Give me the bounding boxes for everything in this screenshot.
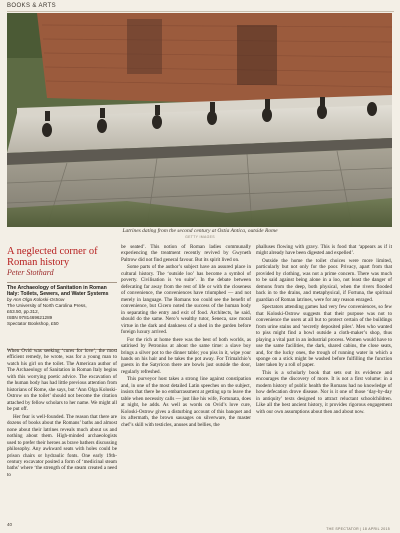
body-column-3 bbox=[256, 244, 392, 416]
page-number: 40 bbox=[7, 522, 13, 527]
footer-issue-line: THE SPECTATOR | 18 APRIL 2015 bbox=[326, 527, 390, 531]
paragraph: This is a scholarly book that sets out its evidence and encourages the discovery of more. It is not a first volume: in a modern history of public health the Romans had no knowledge of how defecation drove disease. Nor is it one of those ‘day-by-day in antiquity’ texts designed to attract reluctant schoolchildren. Like all the best ancient history, it provides rigorous engagement with our own assumptions about then and about now. bbox=[256, 369, 392, 415]
body-column-1 bbox=[7, 348, 117, 479]
book-title: The Archaeology of Sanitation in Roman Italy: Toilets, Sewers, and Water Systems bbox=[7, 285, 109, 298]
paragraph: For the rich at home there was the best of both worlds, as satirised by Petronius at about the same time: a slave boy brings a silver pot to the dinner table; you piss in it, wipe your hands on his hair and he takes the pot away. For Trimalchio’s guests in the Satyricon there are bowls just outside the door, regularly refreshed. bbox=[121, 336, 251, 375]
article-byline: Peter Stothard bbox=[7, 268, 54, 277]
article-title: A neglected corner of Roman history bbox=[7, 246, 98, 269]
paragraph: This purveyor host takes a strong line against constipation and, in one of the most detailed Latin speeches on the subject, insists that there be no embarrassment at getting up to leave the table when necessity calls — just like his wife, Fortunata, does at night, he adds. As well as words on Ovid’s love cure, Koloski-Ostrow gives a disturbing account of this banquet and its aftermath, the brown sausages on silverware, the master chef’s skill with testicles, anuses and bellies, the bbox=[121, 376, 251, 428]
book-price-pages: £63.50, pp.312, bbox=[7, 309, 39, 315]
book-author: by Ann Olga Koloski-Ostrow bbox=[7, 297, 65, 303]
photo-caption: Latrines dating from the second century at Ostia Antica, outside Rome bbox=[122, 228, 278, 234]
paragraph: be seated’. This notion of Roman ladies communally experiencing the treatment recently revived by Gwyneth Paltrow did not find general favour. But its spirit lived on. bbox=[121, 244, 251, 263]
ruins-illustration bbox=[7, 13, 392, 227]
paragraph: Her fear is well-founded. The reason that there are dozens of books about the Romans’ baths and almost none about their latrines reveals much about us and nothing about them. High-minded archaeologists used to prefer their heroes as brave bathers discussing philosophy. Any awkward seats with holes could be prison chairs or hydraulic fonts. One early 19th-century excavator posited a form of ‘medicinal steam baths’ where ‘the strength of the steam created a need to bbox=[7, 413, 117, 478]
book-info-box bbox=[7, 282, 117, 350]
photo-credit: GETTY IMAGES bbox=[185, 235, 215, 239]
body-column-2 bbox=[121, 244, 251, 429]
book-isbn: ISBN 9781469621289 bbox=[7, 314, 53, 320]
paragraph: Some parts of the author’s subject have an assured place in cultural history. The ‘outside loo’ has become a symbol of poverty. Civilisation is ‘en suite’. In the debate between defecating far away from the rest of life or with the closeness of convenience, the conveniences have triumphed — and not merely in language. The Romans too could see the benefit of convenience, but Cicero noted the success of the human body in separating the entry and exit of food. Architects, he said, should do the same. Nero’s wealthy tutor, Seneca, saw moral virtue in the dark and dankness of a shed in the garden before foreign luxury arrived. bbox=[121, 264, 251, 336]
paragraph: Spectators attending games had very few conveniences, so few that Koloski-Ostrow suggests that their purpose was not to convenience the users at all but to protect certain of the buildings from urine stains and ‘secretly deposited piles’. Men who wanted to piss might find a bowl outside a cloth-maker’s shop, thus playing a vital part in an industrial process. Women would have to use the same facilities, the dark, shared cabins, the close seats, and, for the lucky ones, the trough of running water in which a sponge on a stick might be washed before fulfilling the function later taken by a roll of paper. bbox=[256, 304, 392, 369]
paragraph: Outside the home the toilet choices were more limited, particularly but not only for the poor. Privacy, apart from that provided by clothing, was not a prime concern. There was much to be said against being alone in a loo, not least the danger of demons from the deep, both physical, when the rivers flooded back in to the drains, and metaphysical, if Fortuna, the spiritual guardian of Roman latrines, were for any reason enraged. bbox=[256, 257, 392, 303]
section-label: BOOKS & ARTS bbox=[7, 3, 57, 9]
book-publisher: The University of North Carolina Press, bbox=[7, 303, 87, 309]
book-source: Spectator Bookshop, £50 bbox=[7, 320, 59, 326]
top-rule bbox=[7, 11, 394, 12]
latrines-photo bbox=[7, 13, 392, 227]
paragraph: phalluses flowing with gravy. This is food that ‘appears as if it might already have been digested and expelled’. bbox=[256, 244, 392, 257]
paragraph: When Ovid was seeking ‘cures for love’, the most efficient remedy, he wrote, was for a young man to watch his girl on the toilet. The American author of The Archaeology of Sanitation in Roman Italy begins with this worrying poetic advice. The excavation of the human body has had little previous attention from historians of Rome, she says, but ‘Ann Olga Koloski-Ostrow on the toilet’ should not become the citation attached by fellow scholars to her name. We might all be put off. bbox=[7, 348, 117, 413]
